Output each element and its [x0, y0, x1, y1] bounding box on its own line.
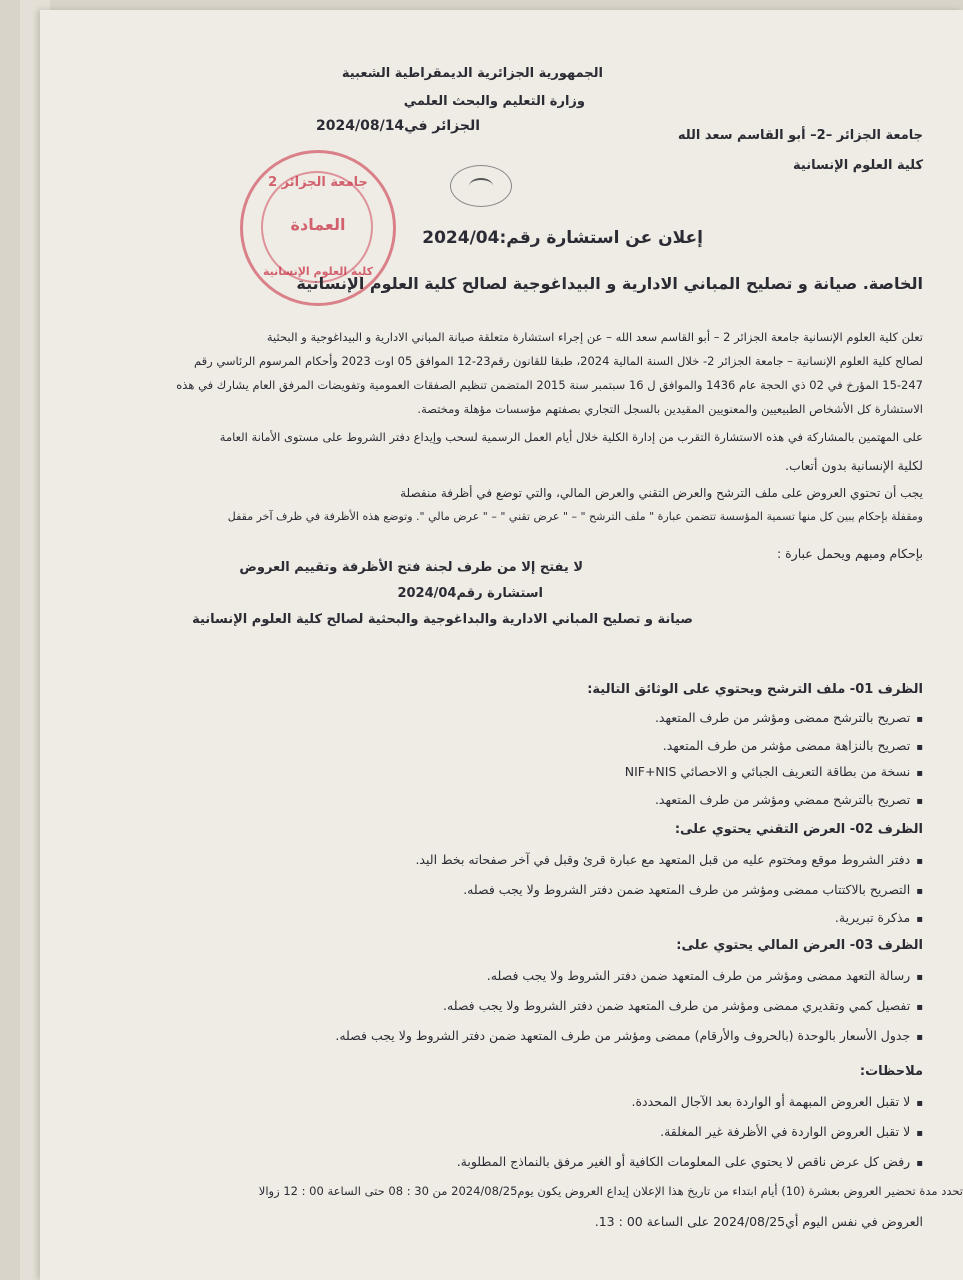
date-line: الجزائر في2024/08/14: [316, 118, 480, 134]
envelope-label-line: لا يفتح إلا من طرف لجنة فتح الأظرفة وتقييم العروض: [239, 560, 583, 575]
paragraph-1-line: الاستشارة كل الأشخاص الطبيعيين والمعنويين المقيدين بالسجل التجاري بصفتهم مؤسسات مؤهلة ومختصة.: [417, 402, 923, 416]
envelope-label-line: استشارة رقم2024/04: [397, 586, 543, 601]
document-content: [40, 0, 963, 1280]
paragraph-1-line: تعلن كلية العلوم الإنسانية جامعة الجزائر 2 – أبو القاسم سعد الله – عن إجراء استشارة متعلقة صيانة المباني الادارية و البيداغوجية و البحثية: [266, 330, 923, 344]
stamp-bottom-text: كلية العلوم الإنسانية: [263, 265, 373, 278]
announcement-subtitle: الخاصة. صيانة و تصليح المباني الادارية و البيداغوجية لصالح كلية العلوم الإنسانية: [296, 274, 923, 293]
envelope-02-item: ▪ دفتر الشروط موقع ومختوم عليه من قبل المتعهد مع عبارة قرئ وقبل في آخر صفحاته بخط اليد.: [415, 852, 923, 867]
envelope-03-heading: الظرف 03- العرض المالي يحتوي على:: [676, 938, 923, 953]
envelope-02-item: ▪ مذكرة تبريرية.: [835, 910, 923, 925]
paragraph-1-line: لصالح كلية العلوم الإنسانية – جامعة الجزائر 2- خلال السنة المالية 2024، طبقا للقانون رقم23-12 الموافق 05 اوت 2023 وأحكام المرسوم الرئاسي رقم: [193, 354, 923, 368]
paragraph-3-line: يجب أن تحتوي العروض على ملف الترشح والعرض التقني والعرض المالي، والتي توضع في أظرفة منفصلة: [400, 486, 923, 500]
envelope-03-item: ▪ تفصيل كمي وتقديري ممضى ومؤشر من طرف المتعهد ضمن دفتر الشروط ولا يجب فصله.: [443, 998, 923, 1013]
paragraph-2-line: على المهتمين بالمشاركة في هذه الاستشارة التقرب من إدارة الكلية خلال أيام العمل الرسمية لسحب وإيداع دفتر الشروط على مستوى الأمانة العامة: [219, 430, 923, 444]
republic-heading: الجمهورية الجزائرية الديمقراطية الشعبية: [341, 66, 603, 81]
stamp-ring-text: جامعة الجزائر 2: [268, 175, 368, 190]
paragraph-3-line: ومقفلة بإحكام يبين كل منها تسمية المؤسسة تتضمن عبارة " ملف الترشح " – " عرض تقني " – " عرض مالي ". وتوضع هذه الأظرفة في ظرف آخر مقفل: [227, 510, 923, 523]
deadline-line: تحدد مدة تحضير العروض بعشرة (10) أيام ابتداء من تاريخ هذا الإعلان إيداع العروض يكون يوم2024/08/25 من 30 : 08 حتى الساعة 00 : 12 زوالا: [258, 1184, 963, 1198]
envelope-01-item: ▪ تصريح بالنزاهة ممضى مؤشر من طرف المتعهد.: [663, 738, 923, 753]
stamp-center-text: العمادة: [290, 215, 346, 234]
notes-item: ▪ لا تقبل العروض الواردة في الأظرفة غير المغلقة.: [660, 1124, 923, 1139]
envelope-03-item: ▪ رسالة التعهد ممضى ومؤشر من طرف المتعهد ضمن دفتر الشروط ولا يجب فصله.: [487, 968, 923, 983]
envelope-02-item: ▪ التصريح بالاكتتاب ممضى ومؤشر من طرف المتعهد ضمن دفتر الشروط ولا يجب فصله.: [463, 882, 923, 897]
ministry-heading: وزارة التعليم والبحث العلمي: [403, 94, 585, 109]
paragraph-3-line: بإحكام ومبهم ويحمل عبارة :: [776, 546, 923, 561]
deadline-line: العروض في نفس اليوم أي2024/08/25 على الساعة 00 : 13.: [594, 1214, 923, 1229]
wave-icon: [469, 178, 493, 194]
notes-heading: ملاحظات:: [859, 1064, 923, 1079]
envelope-01-item: ▪ تصريح بالترشح ممضي ومؤشر من طرف المتعهد.: [655, 792, 923, 807]
notes-item: ▪ لا تقبل العروض المبهمة أو الواردة بعد الآجال المحددة.: [632, 1094, 923, 1109]
notes-item: ▪ رفض كل عرض ناقص لا يحتوي على المعلومات الكافية أو الغير مرفق بالنماذج المطلوبة.: [457, 1154, 923, 1169]
envelope-01-item: ▪ تصريح بالترشح ممضى ومؤشر من طرف المتعهد.: [655, 710, 923, 725]
envelope-03-item: ▪ جدول الأسعار بالوحدة (بالحروف والأرقام) ممضى ومؤشر من طرف المتعهد ضمن دفتر الشروط ولا يجب فصله.: [335, 1028, 923, 1043]
envelope-label-line: صيانة و تصليح المباني الادارية والبداغوجية والبحثية لصالح كلية العلوم الإنسانية: [192, 612, 693, 627]
paragraph-2-line: لكلية الإنسانية بدون أتعاب.: [784, 458, 923, 473]
university-name: جامعة الجزائر –2– أبو القاسم سعد الله: [677, 128, 923, 143]
university-logo: [450, 165, 512, 207]
envelope-01-heading: الظرف 01- ملف الترشح ويحتوي على الوثائق التالية:: [587, 682, 923, 697]
envelope-01-item: ▪ نسخة من بطاقة التعريف الجبائي و الاحصائي NIF+NIS: [625, 764, 923, 779]
announcement-title: إعلان عن استشارة رقم:2024/04: [422, 228, 703, 248]
faculty-name: كلية العلوم الإنسانية: [793, 158, 923, 173]
paragraph-1-line: 15-247 المؤرخ في 02 ذي الحجة عام 1436 والموافق ل 16 سبتمبر سنة 2015 المتضمن تنظيم الصفقات العمومية وتفويضات المرفق العام يشارك في هذه: [176, 378, 923, 392]
envelope-02-heading: الظرف 02- العرض التقني يحتوي على:: [674, 822, 923, 837]
